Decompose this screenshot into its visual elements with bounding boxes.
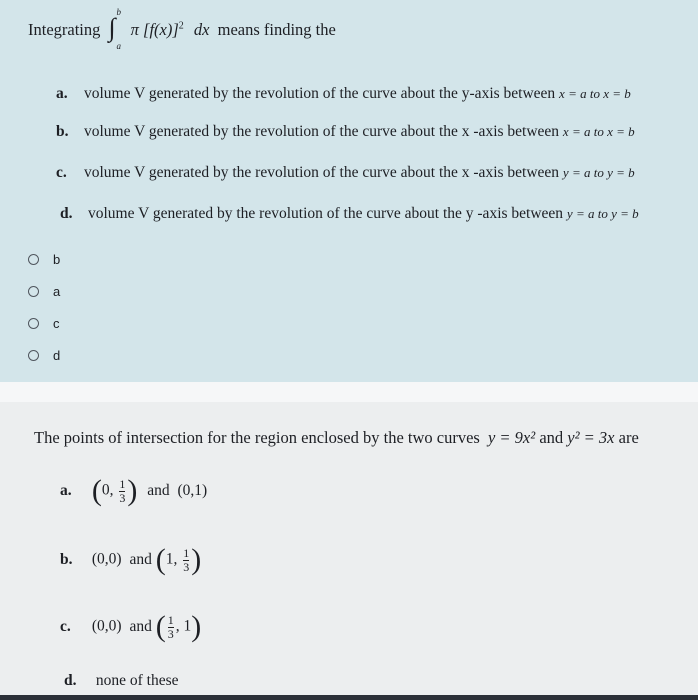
- fraction: $\frac{1}{3}$: [119, 476, 126, 505]
- integral-sign: ∫ b a: [108, 7, 122, 52]
- answer-choice-label: a: [53, 284, 61, 299]
- radio-button[interactable]: [28, 254, 39, 265]
- q2-option-a: a. (0, $\frac{1}{3}$ ) and (0,1): [60, 474, 208, 507]
- q2-option-d: d. none of these: [64, 672, 179, 689]
- q2-option-c: c. (0,0) and ( $\frac{1}{3}$ , 1): [60, 610, 202, 643]
- q1-option-b: b. volume V generated by the revolution of the curve about the x -axis between x = a to x = b: [56, 123, 635, 140]
- answer-choice-label: c: [53, 316, 60, 331]
- question-1-prefix: Integrating: [28, 20, 101, 39]
- differential: dx: [193, 20, 210, 39]
- question-1-title: [28, 7, 336, 52]
- answer-choice-label: b: [53, 252, 61, 267]
- question-2-title: The points of intersection for the region enclosed by the two curves y = 9x² and y² = 3x are: [34, 428, 639, 447]
- panel-separator: [0, 382, 698, 402]
- answer-choice-b[interactable]: [28, 252, 60, 267]
- integrand-power: 2: [178, 20, 184, 32]
- integrand: π [f(x)]: [130, 20, 179, 39]
- curve-1-equation: y = 9x²: [487, 428, 536, 447]
- curve-2-equation: y² = 3x: [567, 428, 615, 447]
- q1-option-c: c. volume V generated by the revolution of the curve about the x -axis between y = a to y = b: [56, 164, 635, 181]
- q1-option-a: a. volume V generated by the revolution of the curve about the y-axis between x = a to x = b: [56, 85, 631, 102]
- fraction: $\frac{1}{3}$: [167, 612, 174, 641]
- fraction: $\frac{1}{3}$: [183, 545, 190, 574]
- question-2-panel: [0, 402, 698, 695]
- answer-choice-d[interactable]: [28, 348, 60, 363]
- answer-choice-label: d: [53, 348, 61, 363]
- question-1-suffix: means finding the: [217, 20, 336, 39]
- q2-option-b: b. (0,0) and (1, $\frac{1}{3}$ ): [60, 543, 202, 576]
- integral-lower-limit: a: [116, 41, 122, 52]
- integral-upper-limit: b: [116, 7, 122, 18]
- radio-button[interactable]: [28, 350, 39, 361]
- answer-choice-c[interactable]: [28, 316, 60, 331]
- radio-button[interactable]: [28, 318, 39, 329]
- answer-choice-a[interactable]: [28, 284, 60, 299]
- q1-option-d: d. volume V generated by the revolution of the curve about the y -axis between y = a to y = b: [60, 205, 639, 222]
- radio-button[interactable]: [28, 286, 39, 297]
